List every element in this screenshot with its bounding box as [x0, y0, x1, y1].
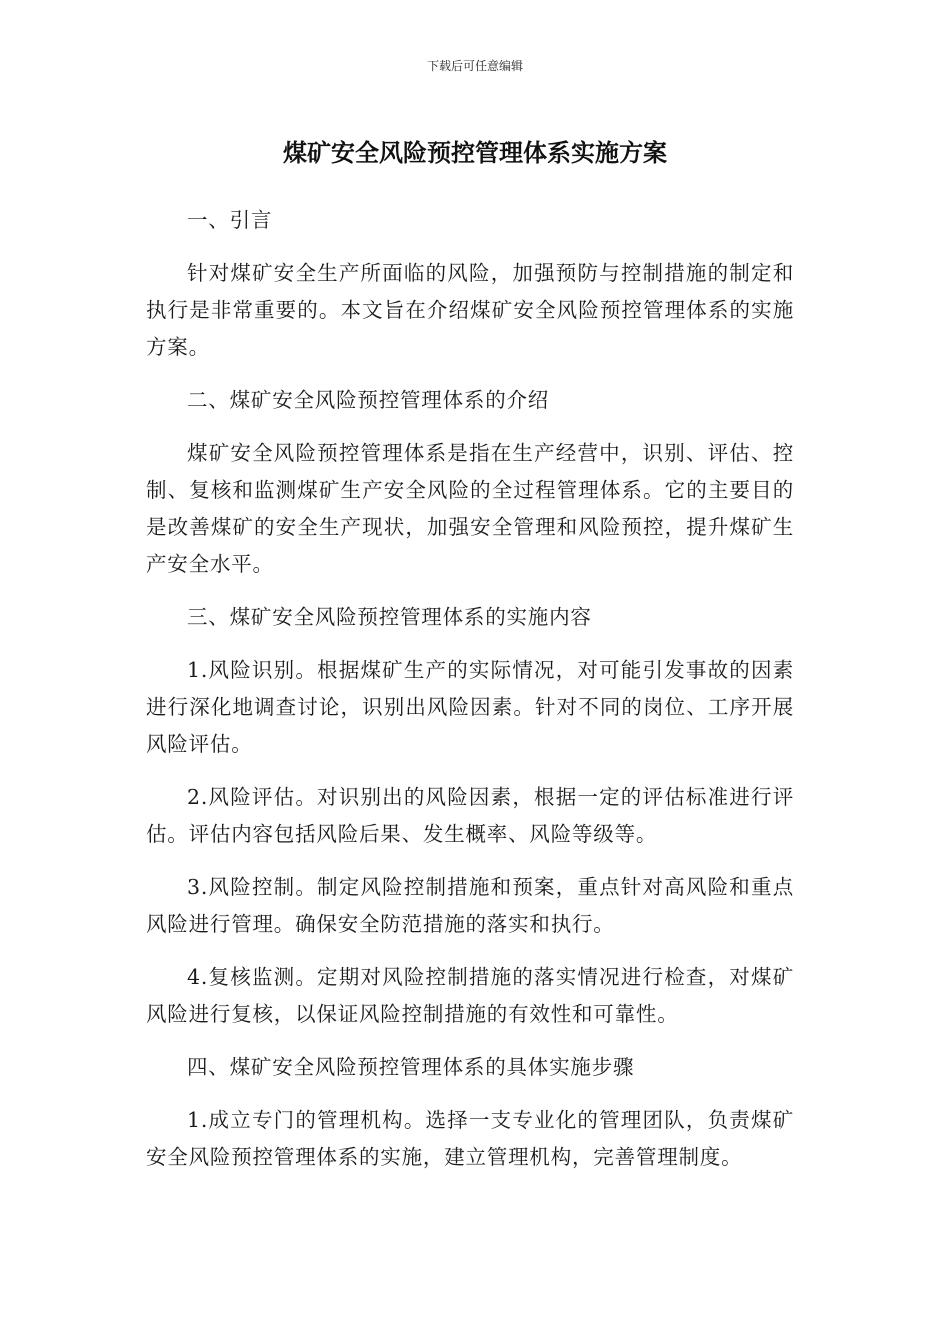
document-title: 煤矿安全风险预控管理体系实施方案 — [283, 139, 667, 167]
header-note: 下载后可任意编辑 — [426, 59, 523, 73]
paragraph-risk-identification: 1.风险识别。根据煤矿生产的实际情况，对可能引发事故的因素进行深化地调查讨论，识别出风险因素。针对不同的岗位、工序开展风险评估。 — [146, 658, 794, 756]
document-body — [146, 202, 794, 1192]
section-heading-content: 三、煤矿安全风险预控管理体系的实施内容 — [187, 605, 592, 629]
paragraph-risk-assessment: 2.风险评估。对识别出的风险因素，根据一定的评估标准进行评估。评估内容包括风险后果、发生概率、风险等级等。 — [146, 785, 794, 846]
section-heading-intro: 一、引言 — [187, 208, 273, 232]
paragraph-step-organization: 1.成立专门的管理机构。选择一支专业化的管理团队，负责煤矿安全风险预控管理体系的实施，建立管理机构，完善管理制度。 — [146, 1108, 794, 1169]
paragraph-intro: 针对煤矿安全生产所面临的风险，加强预防与控制措施的制定和执行是非常重要的。本文旨在介绍煤矿安全风险预控管理体系的实施方案。 — [146, 261, 794, 359]
section-heading-steps: 四、煤矿安全风险预控管理体系的具体实施步骤 — [187, 1055, 635, 1079]
section-heading-overview: 二、煤矿安全风险预控管理体系的介绍 — [187, 388, 550, 412]
paragraph-overview: 煤矿安全风险预控管理体系是指在生产经营中，识别、评估、控制、复核和监测煤矿生产安全风险的全过程管理体系。它的主要目的是改善煤矿的安全生产现状，加强安全管理和风险预控，提升煤矿生产安全水平。 — [146, 441, 794, 576]
paragraph-review-monitoring: 4.复核监测。定期对风险控制措施的落实情况进行检查，对煤矿风险进行复核，以保证风险控制措施的有效性和可靠性。 — [146, 965, 794, 1026]
paragraph-risk-control: 3.风险控制。制定风险控制措施和预案，重点针对高风险和重点风险进行管理。确保安全防范措施的落实和执行。 — [146, 875, 794, 936]
